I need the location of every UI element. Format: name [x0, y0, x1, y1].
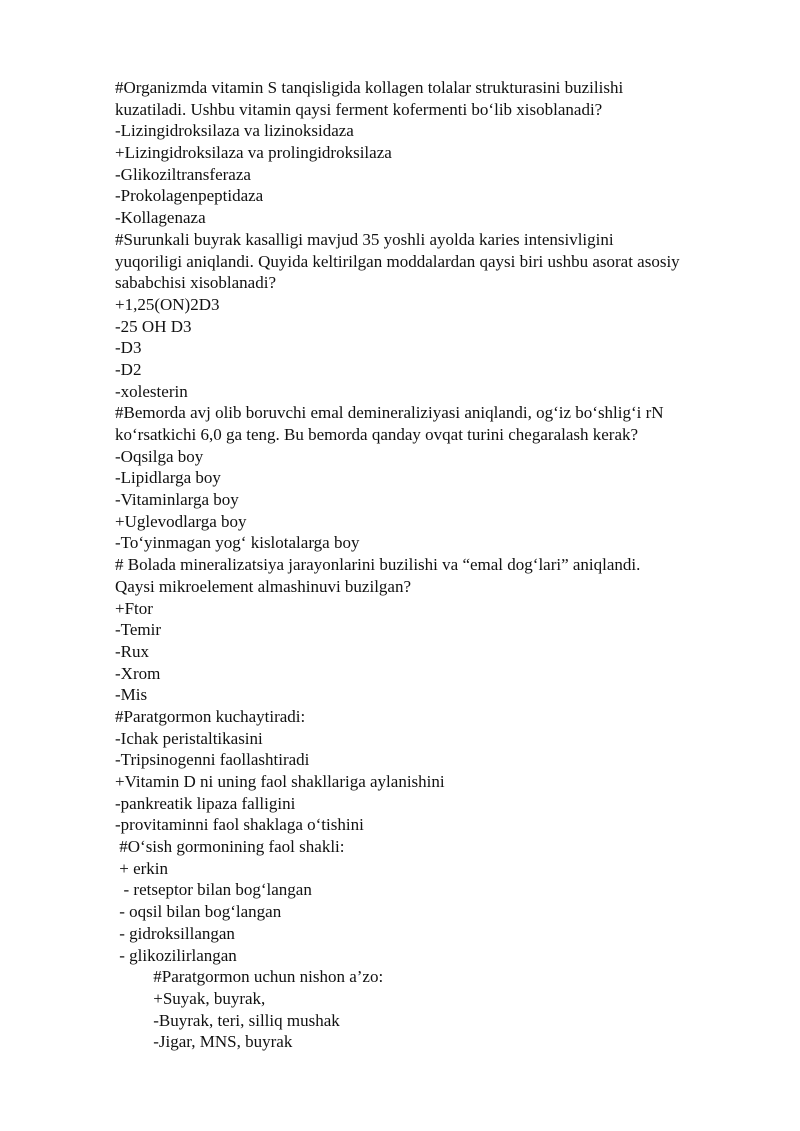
text-line: #Paratgormon kuchaytiradi:	[115, 706, 306, 726]
answer-option: -Glikoziltransferaza	[115, 164, 251, 184]
answer-option: -Kollagenaza	[115, 208, 206, 228]
text-line: ko‘rsatkichi 6,0 ga teng. Bu bemorda qanday ovqat turini chegaralash kerak?	[115, 425, 639, 444]
answer-option: -Lizingidroksilaza va lizinoksidaza	[115, 121, 354, 141]
answer-option: -D3	[115, 338, 142, 358]
answer-option: -Vitaminlarga boy	[115, 490, 239, 510]
answer-option: -25 OH D3	[115, 316, 192, 336]
answer-option: -Buyrak, teri, silliq mushak	[115, 1010, 340, 1030]
answer-option: -Jigar, MNS, buyrak	[115, 1032, 293, 1052]
answer-option: -Tripsinogenni faollashtiradi	[115, 750, 310, 770]
text-line: # Bolada mineralizatsiya jarayonlarini buzilishi va “emal dog‘lari” aniqlandi.	[115, 555, 641, 575]
answer-option: - gidroksillangan	[115, 923, 235, 943]
answer-option: -To‘yinmagan yog‘ kislotalarga boy	[115, 533, 360, 553]
text-line: kuzatiladi. Ushbu vitamin qaysi ferment kofermenti bo‘lib xisoblanadi?	[115, 99, 603, 119]
correct-answer-option: +Lizingidroksilaza va prolingidroksilaza	[115, 143, 392, 163]
text-line: sababchisi xisoblanadi?	[115, 273, 276, 293]
correct-answer-option: +Vitamin D ni uning faol shakllariga aylanishini	[115, 772, 445, 791]
text-line: #Surunkali buyrak kasalligi mavjud 35 yoshli ayolda karies intensivligini	[115, 229, 614, 249]
answer-option: -Temir	[115, 620, 162, 640]
answer-option: - glikozilirlangan	[115, 945, 237, 965]
answer-option: -Rux	[115, 641, 149, 661]
answer-option: -Mis	[115, 685, 148, 705]
answer-option: -provitaminni faol shaklaga o‘tishini	[115, 815, 364, 835]
answer-option: -Xrom	[115, 663, 161, 683]
text-line: Qaysi mikroelement almashinuvi buzilgan?	[115, 576, 412, 596]
correct-answer-option: +1,25(ON)2D3	[115, 294, 220, 314]
correct-answer-option: + erkin	[115, 858, 169, 878]
text-line: #Bemorda avj olib boruvchi emal demineraliziyasi aniqlandi, og‘iz bo‘shlig‘i rN	[115, 403, 664, 423]
text-line: #Paratgormon uchun nishon a’zo:	[115, 967, 384, 987]
answer-option: -pankreatik lipaza falligini	[115, 793, 296, 813]
answer-option: -D2	[115, 359, 142, 379]
text-line: #O‘sish gormonining faol shakli:	[115, 837, 345, 857]
answer-option: - oqsil bilan bog‘langan	[115, 902, 282, 922]
text-line: #Organizmda vitamin S tanqisligida kollagen tolalar strukturasini buzilishi	[115, 78, 624, 97]
correct-answer-option: +Ftor	[115, 598, 153, 618]
correct-answer-option: +Uglevodlarga boy	[115, 511, 247, 531]
answer-option: -Oqsilga boy	[115, 446, 204, 466]
correct-answer-option: +Suyak, buyrak,	[115, 988, 266, 1008]
document-text	[115, 77, 755, 1053]
answer-option: -Lipidlarga boy	[115, 468, 221, 488]
text-line: yuqoriligi aniqlandi. Quyida keltirilgan moddalardan qaysi biri ushbu asorat asosiy	[115, 251, 680, 271]
answer-option: -Prokolagenpeptidaza	[115, 186, 264, 206]
answer-option: -Ichak peristaltikasini	[115, 728, 263, 748]
answer-option: -xolesterin	[115, 381, 188, 401]
answer-option: - retseptor bilan bog‘langan	[115, 880, 312, 900]
